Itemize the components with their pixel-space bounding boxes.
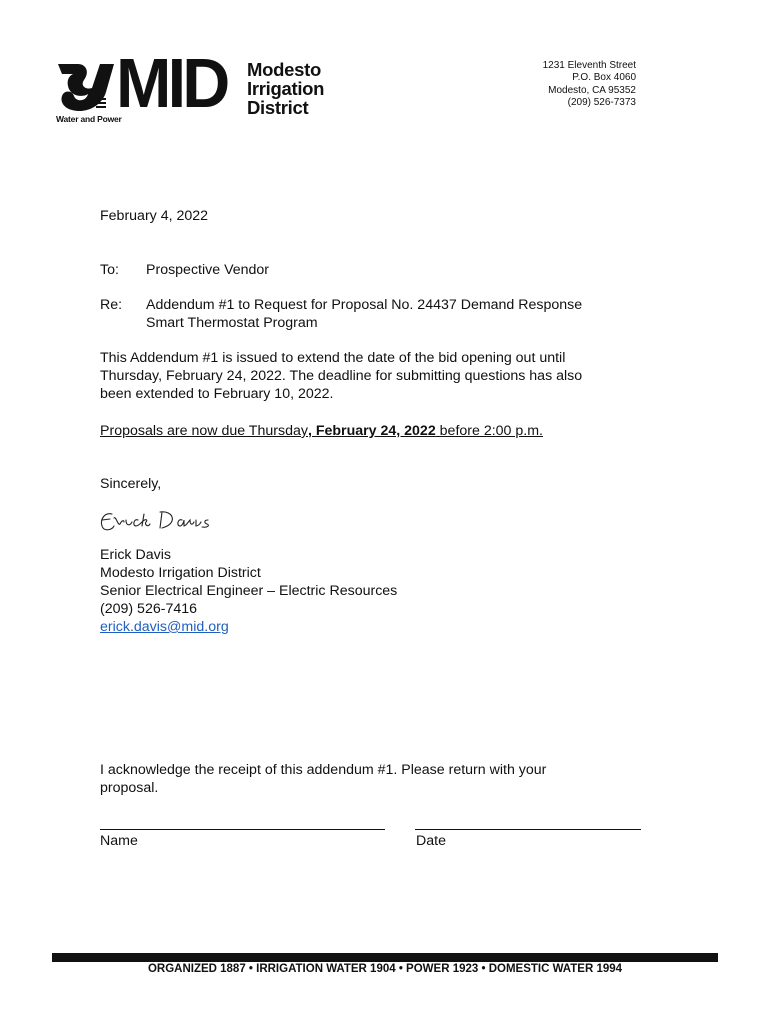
signer-organization: Modesto Irrigation District	[100, 565, 261, 581]
mid-logo	[56, 44, 346, 128]
signature-block	[100, 546, 397, 636]
proposal-due-notice: Proposals are now due Thursday, February 24, 2022 before 2:00 p.m.	[100, 423, 543, 439]
name-signature-line	[100, 829, 385, 830]
signer-phone: (209) 526-7416	[100, 601, 198, 617]
logo-tagline: Water and Power	[56, 114, 122, 124]
to-recipient: Prospective Vendor	[146, 262, 270, 278]
address-line: P.O. Box 4060	[572, 72, 636, 84]
date-signature-line	[415, 829, 641, 830]
letter-date: February 4, 2022	[100, 208, 209, 224]
closing: Sincerely,	[100, 476, 162, 492]
addendum-paragraph: This Addendum #1 is issued to extend the date of the bid opening out until Thursday, February 24, 2022. The deadline for submitting questions has also been extended to February 10, 2022.	[100, 350, 583, 402]
to-label: To:	[100, 262, 119, 278]
signer-name: Erick Davis	[100, 547, 171, 563]
footer-divider	[52, 953, 718, 962]
address-line: 1231 Eleventh Street	[542, 60, 636, 71]
signer-email-link[interactable]: erick.davis@mid.org	[100, 619, 229, 635]
re-label: Re:	[100, 297, 123, 313]
re-subject: Addendum #1 to Request for Proposal No. 24437 Demand Response Smart Thermostat Program	[146, 297, 583, 331]
acknowledgement-text: I acknowledge the receipt of this addendum #1. Please return with your proposal.	[100, 762, 547, 796]
date-field-label: Date	[416, 833, 446, 849]
handwritten-signature	[98, 506, 218, 536]
name-field-label: Name	[100, 833, 138, 849]
logo-mid-text: MID	[116, 44, 227, 122]
logo-org-name: Modesto Irrigation District	[247, 59, 325, 118]
letterhead-address	[543, 60, 636, 109]
address-line: Modesto, CA 95352	[548, 84, 636, 96]
footer-history: ORGANIZED 1887 • IRRIGATION WATER 1904 • POWER 1923 • DOMESTIC WATER 1994	[147, 963, 623, 975]
signer-title: Senior Electrical Engineer – Electric Resources	[100, 583, 398, 599]
address-line: (209) 526-7373	[567, 96, 636, 108]
